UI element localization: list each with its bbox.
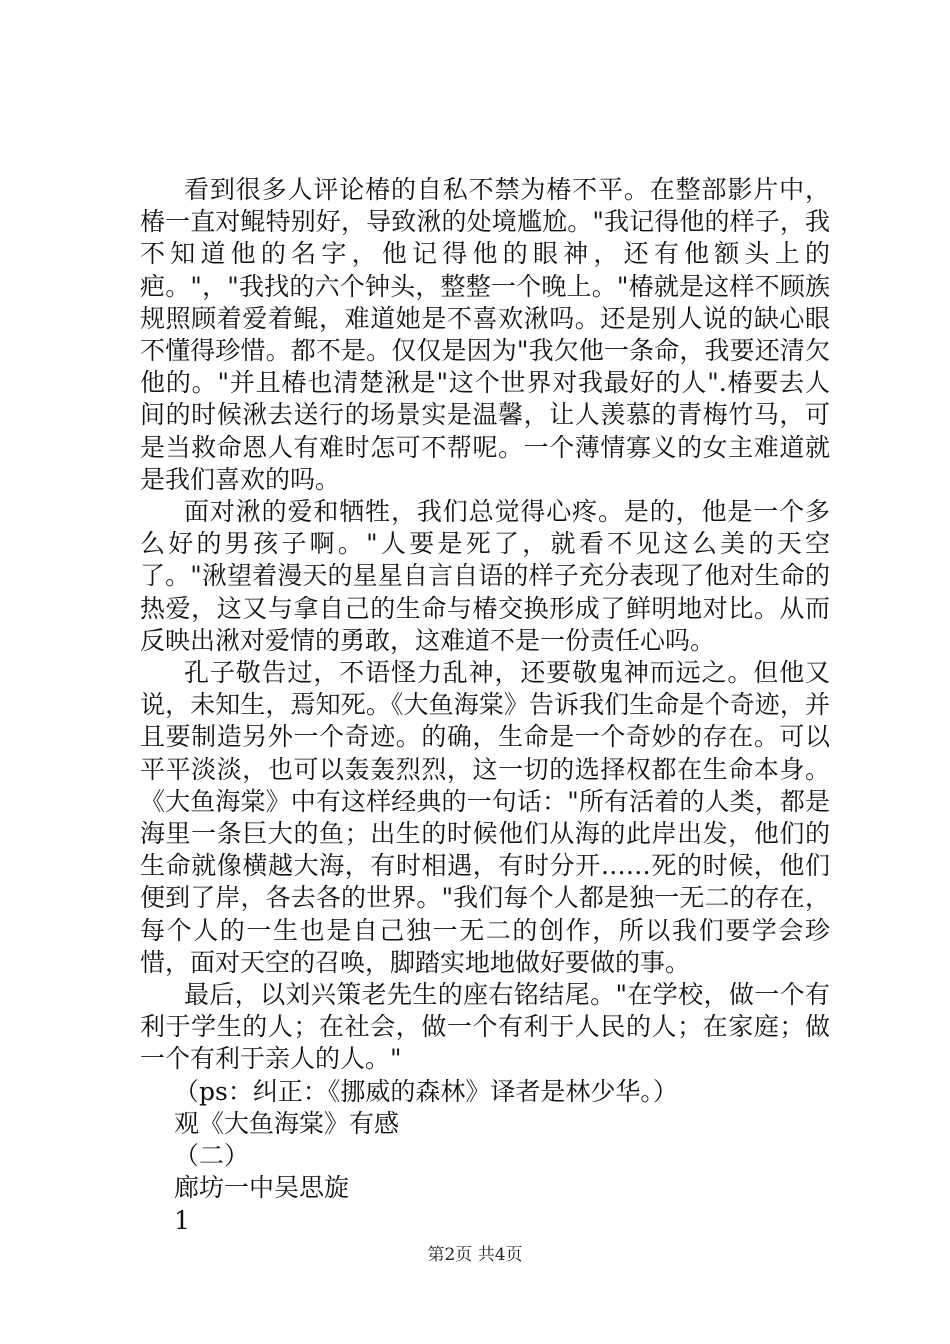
next-article-number: 1 — [174, 1205, 190, 1235]
paragraph-1: 看到很多人评论椿的自私不禁为椿不平。在整部影片中，椿一直对鲲特别好，导致湫的处境尴尬。"我记得他的样子，我不知道他的名字，他记得他的眼神，还有他额头上的疤。"，"我找的六个钟头，整整一个晚上。"椿就是这样不顾族规照顾着爱着鲲，难道她是不喜欢湫吗。还是别人说的缺心眼不懂得珍惜。都不是。仅仅是因为"我欠他一条命，我要还清欠他的。"并且椿也清楚湫是"这个世界对我最好的人".椿要去人间的时候湫去送行的场景实是温馨，让人羡慕的青梅竹马，可是当救命恩人有难时怎可不帮呢。一个薄情寡义的女主难道就是我们喜欢的吗。 — [140, 175, 830, 494]
document-body — [140, 174, 830, 1237]
paragraph-3: 孔子敬告过，不语怪力乱神，还要敬鬼神而远之。但他又说，未知生，焉知死。《大鱼海棠》告诉我们生命是个奇迹，并且要制造另外一个奇迹。的确，生命是一个奇妙的存在。可以平平淡淡，也可以轰轰烈烈，这一切的选择权都在生命本身。《大鱼海棠》中有这样经典的一句话："所有活着的人类，都是海里一条巨大的鱼；出生的时候他们从海的此岸出发，他们的生命就像横越大海，有时相遇，有时分开……死的时候，他们便到了岸，各去各的世界。"我们每个人都是独一无二的存在，每个人的一生也是自己独一无二的创作，所以我们要学会珍惜，面对天空的召唤，脚踏实地地做好要做的事。 — [140, 658, 830, 977]
paragraph-4: 最后，以刘兴策老先生的座右铭结尾。"在学校，做一个有利于学生的人；在社会，做一个有利于人民的人；在家庭；做一个有利于亲人的人。" — [140, 980, 830, 1074]
translator-note: （ps：纠正：《挪威的森林》译者是林少华。） — [174, 1076, 678, 1106]
next-article-title: 观《大鱼海棠》有感 — [174, 1108, 400, 1138]
page-footer: 第2页 共4页 — [427, 1245, 523, 1265]
next-article-subtitle: （二） — [174, 1141, 250, 1171]
next-article-author: 廊坊一中吴思旋 — [174, 1173, 350, 1203]
paragraph-2: 面对湫的爱和牺牲，我们总觉得心疼。是的，他是一个多么好的男孩子啊。"人要是死了，就看不见这么美的天空了。"湫望着漫天的星星自言自语的样子充分表现了他对生命的热爱，这又与拿自己的生命与椿交换形成了鲜明地对比。从而反映出湫对爱情的勇敢，这难道不是一份责任心吗。 — [140, 497, 830, 655]
